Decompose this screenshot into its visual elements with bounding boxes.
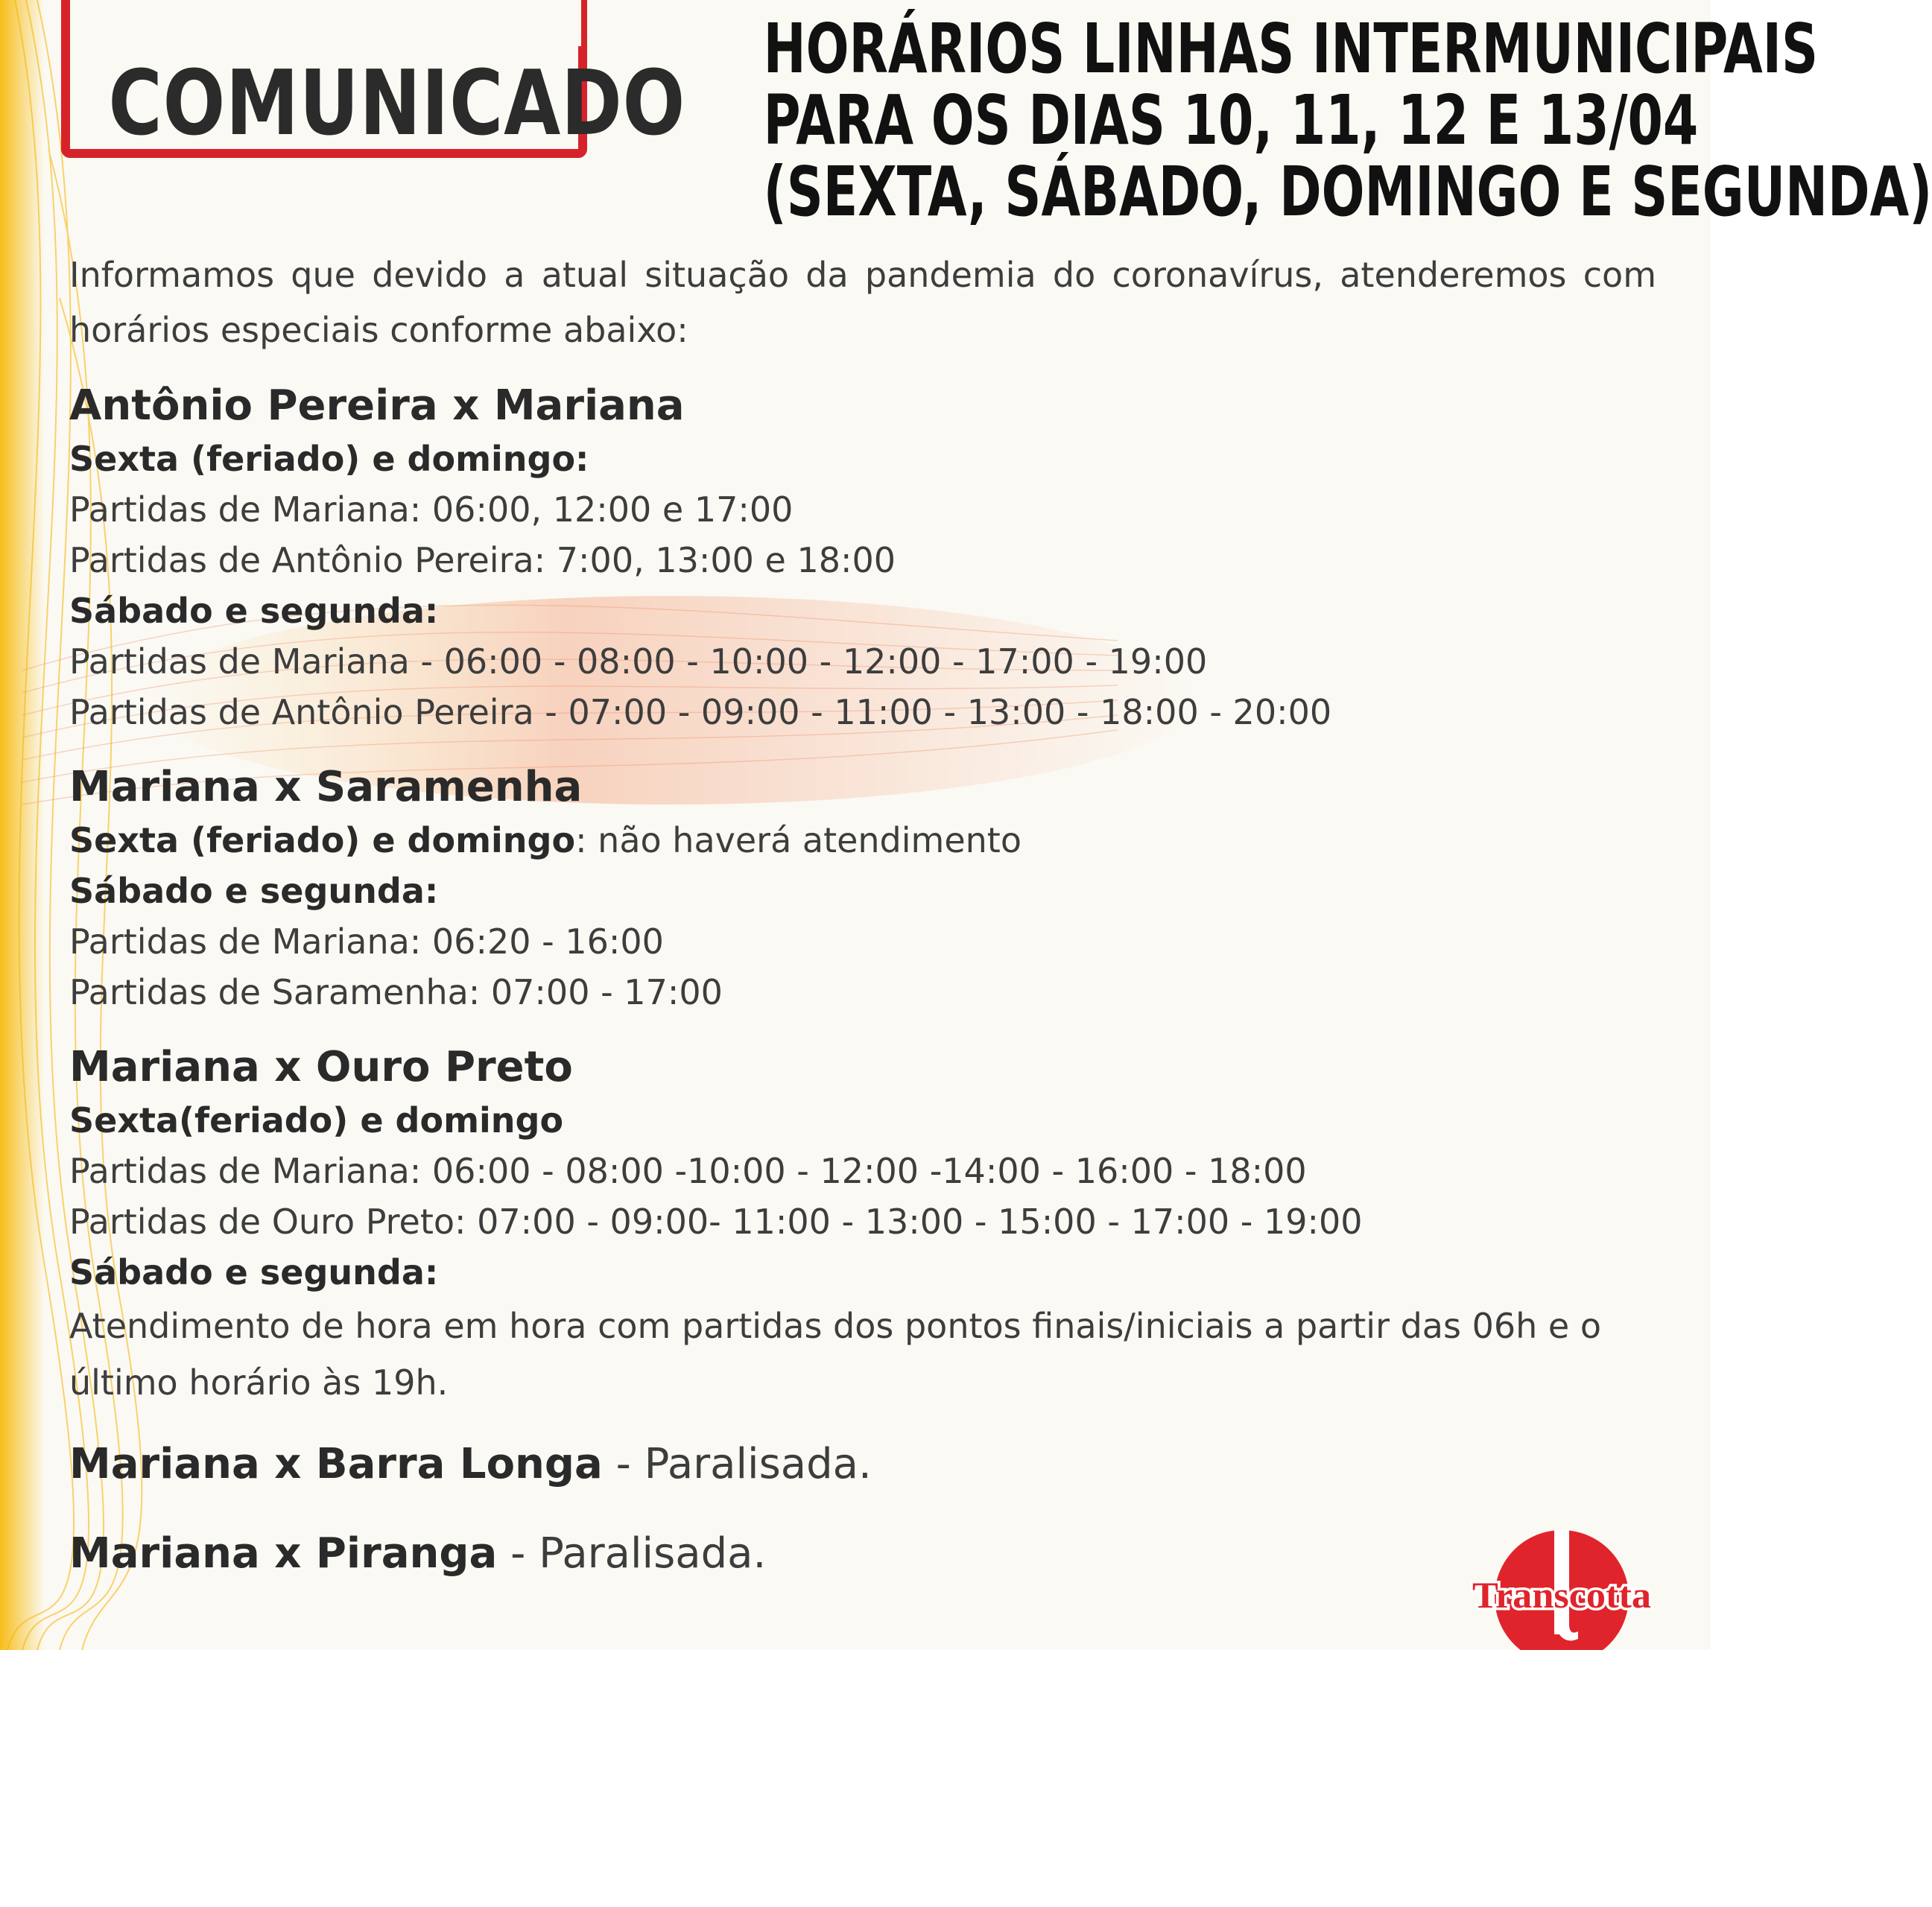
day-label: Sexta (feriado) e domingo: (69, 439, 589, 479)
closed-route-name: Mariana x Barra Longa (69, 1440, 603, 1488)
blank-footer-area (0, 1650, 1711, 1907)
day-label: Sábado e segunda: (69, 871, 439, 911)
intro-paragraph: Informamos que devido a atual situação da pandemia do coronavírus, atenderemos com horários especiais conforme abaixo: (69, 255, 1656, 350)
day-label: Sexta(feriado) e domingo (69, 1100, 564, 1140)
logo-wordmark: Transcotta (1472, 1574, 1651, 1616)
headline-line: (SEXTA, SÁBADO, DOMINGO E SEGUNDA) (763, 152, 1932, 232)
schedule-line: Partidas de Mariana: 06:00, 12:00 e 17:00 (69, 489, 794, 530)
schedule-line: Partidas de Mariana - 06:00 - 08:00 - 10:00 - 12:00 - 17:00 - 19:00 (69, 641, 1208, 682)
notice-content (69, 247, 1656, 1612)
route-block-antonio-pereira (69, 378, 1656, 737)
no-service-note: : não haverá atendimento (575, 820, 1022, 860)
headline-line: PARA OS DIAS 10, 11, 12 E 13/04 (763, 80, 1699, 160)
schedule-line: Partidas de Mariana: 06:20 - 16:00 (69, 921, 664, 962)
route-block-saramenha (69, 760, 1656, 1018)
schedule-line: Partidas de Saramenha: 07:00 - 17:00 (69, 972, 723, 1012)
day-label: Sábado e segunda: (69, 1252, 439, 1292)
schedule-line: Partidas de Antônio Pereira - 07:00 - 09:00 - 11:00 - 13:00 - 18:00 - 20:00 (69, 692, 1332, 732)
schedule-line: Partidas de Mariana: 06:00 - 08:00 -10:00 - 12:00 -14:00 - 16:00 - 18:00 (69, 1151, 1307, 1191)
closed-route-status: - Paralisada. (497, 1529, 767, 1578)
route-title: Antônio Pereira x Mariana (69, 381, 685, 430)
comunicado-badge: COMUNICADO (108, 52, 686, 156)
schedule-line (69, 815, 1656, 866)
badge-frame-gap (75, 0, 581, 46)
route-title: Mariana x Ouro Preto (69, 1043, 573, 1091)
schedule-line: Partidas de Ouro Preto: 07:00 - 09:00- 11:00 - 13:00 - 15:00 - 17:00 - 19:00 (69, 1202, 1363, 1242)
closed-route-status: - Paralisada. (602, 1440, 872, 1488)
route-block-ouro-preto (69, 1040, 1656, 1411)
schedule-line: Partidas de Antônio Pereira: 7:00, 13:00 e 18:00 (69, 540, 896, 580)
transcotta-logo (1466, 1527, 1657, 1667)
closed-route (69, 1433, 1656, 1496)
day-label: Sexta (feriado) e domingo (69, 820, 576, 860)
schedule-paragraph: Atendimento de hora em hora com partidas dos pontos finais/iniciais a partir das 06h e o último horário às 19h. (69, 1306, 1601, 1403)
headline-line: HORÁRIOS LINHAS INTERMUNICIPAIS (763, 9, 1819, 89)
closed-route (69, 1523, 1656, 1585)
day-label: Sábado e segunda: (69, 591, 439, 631)
route-title: Mariana x Saramenha (69, 763, 583, 811)
headline (763, 9, 1932, 232)
closed-route-name: Mariana x Piranga (69, 1529, 498, 1578)
